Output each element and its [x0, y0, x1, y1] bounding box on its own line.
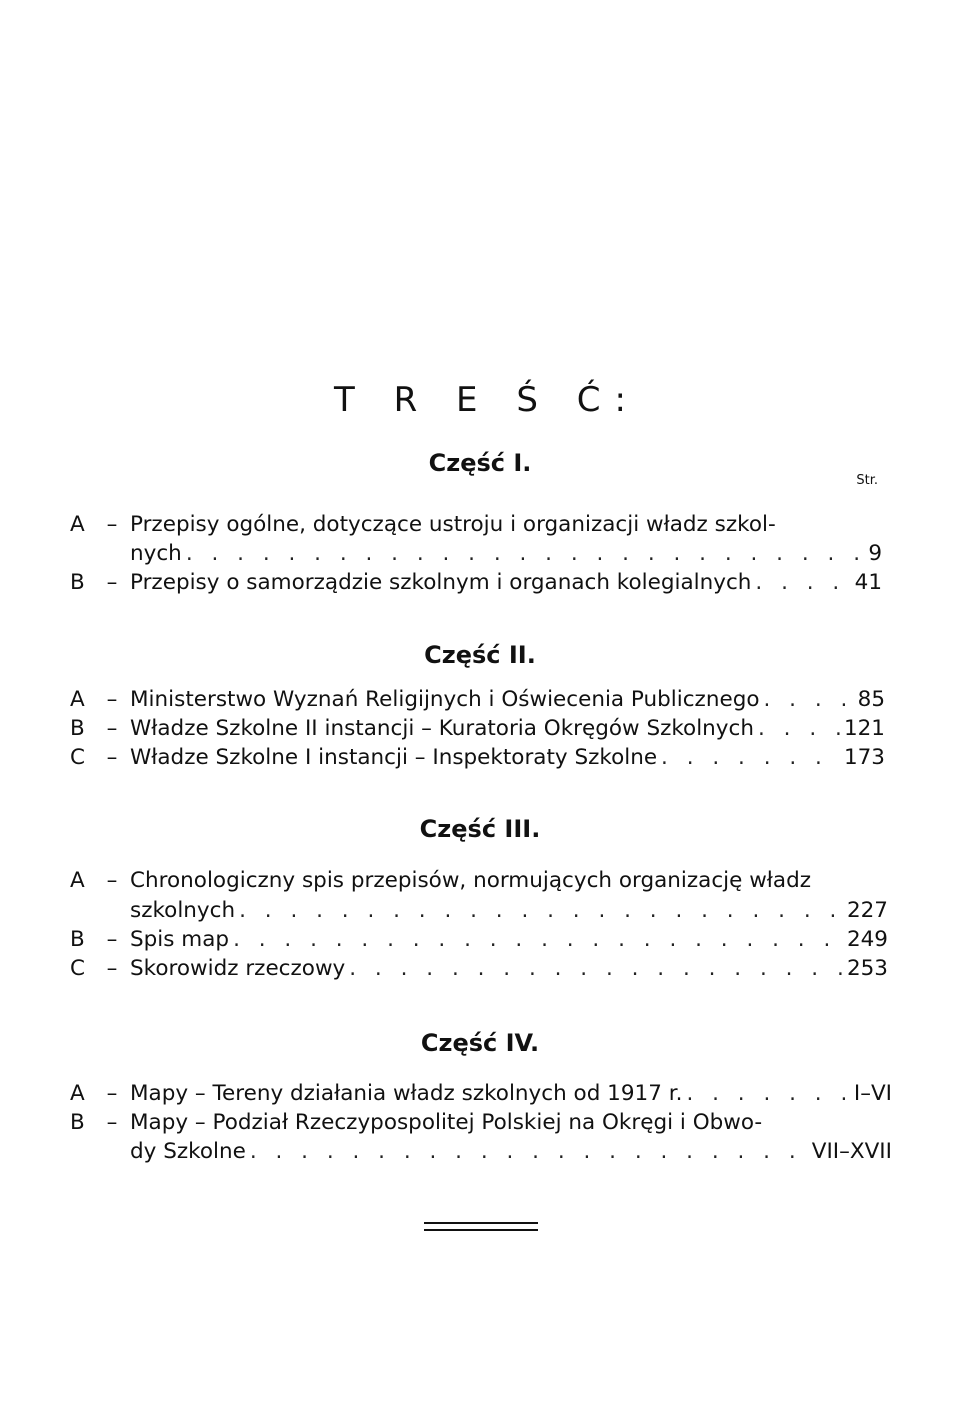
- entry-dash: –: [106, 1081, 118, 1106]
- toc-entry-3b-line: [130, 925, 888, 954]
- part-2-heading: Część II.: [424, 641, 536, 669]
- entry-title-continued: nych: [130, 541, 182, 566]
- entry-title: Skorowidz rzeczowy: [130, 956, 346, 981]
- page-number: 41: [854, 570, 882, 595]
- closing-rule-top: [424, 1222, 538, 1224]
- dot-leader: [349, 954, 843, 983]
- toc-entry-2c-line: [130, 743, 885, 772]
- dot-leader: [186, 539, 865, 568]
- dot-leader: [764, 685, 854, 714]
- part-4-heading: Część IV.: [420, 1029, 540, 1057]
- entry-letter: C: [70, 956, 86, 981]
- dot-leader: [661, 743, 840, 772]
- toc-entry-2b-line: [130, 714, 885, 743]
- dot-leader: [755, 568, 850, 597]
- entry-title: Spis map: [130, 927, 230, 952]
- entry-dash: –: [106, 687, 118, 712]
- toc-entry-3c-line: [130, 954, 888, 983]
- page-number: 85: [857, 687, 885, 712]
- toc-entry-4b-continuation: [130, 1137, 892, 1166]
- page-number: 173: [843, 745, 885, 770]
- entry-title-continued: szkolnych: [130, 898, 236, 923]
- dot-leader: [250, 1137, 808, 1166]
- entry-dash: –: [106, 716, 118, 741]
- page-number: I–VI: [853, 1081, 892, 1106]
- entry-dash: –: [106, 570, 118, 595]
- toc-entry-4a-line: [130, 1079, 892, 1108]
- entry-dash: –: [106, 1110, 118, 1135]
- entry-dash: –: [106, 745, 118, 770]
- entry-dash: –: [106, 927, 118, 952]
- entry-title: Władze Szkolne I instancji – Inspektoraty Szkolne: [130, 745, 658, 770]
- entry-title: Przepisy o samorządzie szkolnym i organach kolegialnych: [130, 570, 752, 595]
- entry-title: Przepisy ogólne, dotyczące ustroju i organizacji władz szkol-: [130, 512, 776, 537]
- page-number: 121: [843, 716, 885, 741]
- dot-leader: [758, 714, 840, 743]
- entry-letter: A: [70, 868, 85, 893]
- page-number: 9: [868, 541, 882, 566]
- entry-dash: –: [106, 512, 118, 537]
- entry-dash: –: [106, 868, 118, 893]
- entry-letter: A: [70, 512, 85, 537]
- page-number: 253: [846, 956, 888, 981]
- dot-leader: [233, 925, 843, 954]
- page-number: 249: [846, 927, 888, 952]
- entry-title: Chronologiczny spis przepisów, normujących organizację władz: [130, 868, 812, 893]
- page-column-label: Str.: [856, 473, 878, 488]
- page-number: VII–XVII: [811, 1139, 892, 1164]
- entry-letter: A: [70, 687, 85, 712]
- entry-title: Mapy – Tereny działania władz szkolnych od 1917 r.: [130, 1081, 683, 1106]
- entry-title: Ministerstwo Wyznań Religijnych i Oświecenia Publicznego: [130, 687, 760, 712]
- entry-letter: B: [70, 927, 85, 952]
- entry-title: Władze Szkolne II instancji – Kuratoria Okręgów Szkolnych: [130, 716, 754, 741]
- page-title: T R E Ś Ć:: [334, 380, 640, 420]
- entry-letter: B: [70, 1110, 85, 1135]
- toc-entry-1b-line: [130, 568, 882, 597]
- entry-letter: A: [70, 1081, 85, 1106]
- dot-leader: [686, 1079, 849, 1108]
- closing-rule-bottom: [424, 1229, 538, 1231]
- page-number: 227: [846, 898, 888, 923]
- part-3-heading: Część III.: [419, 815, 541, 843]
- entry-letter: B: [70, 570, 85, 595]
- entry-title: Mapy – Podział Rzeczypospolitej Polskiej na Okręgi i Obwo-: [130, 1110, 763, 1135]
- dot-leader: [239, 896, 843, 925]
- toc-entry-2a-line: [130, 685, 885, 714]
- part-1-heading: Część I.: [428, 449, 532, 477]
- entry-dash: –: [106, 956, 118, 981]
- entry-letter: C: [70, 745, 86, 770]
- toc-entry-3a-continuation: [130, 896, 888, 925]
- entry-title-continued: dy Szkolne: [130, 1139, 246, 1164]
- entry-letter: B: [70, 716, 85, 741]
- toc-entry-1a-continuation: [130, 539, 882, 568]
